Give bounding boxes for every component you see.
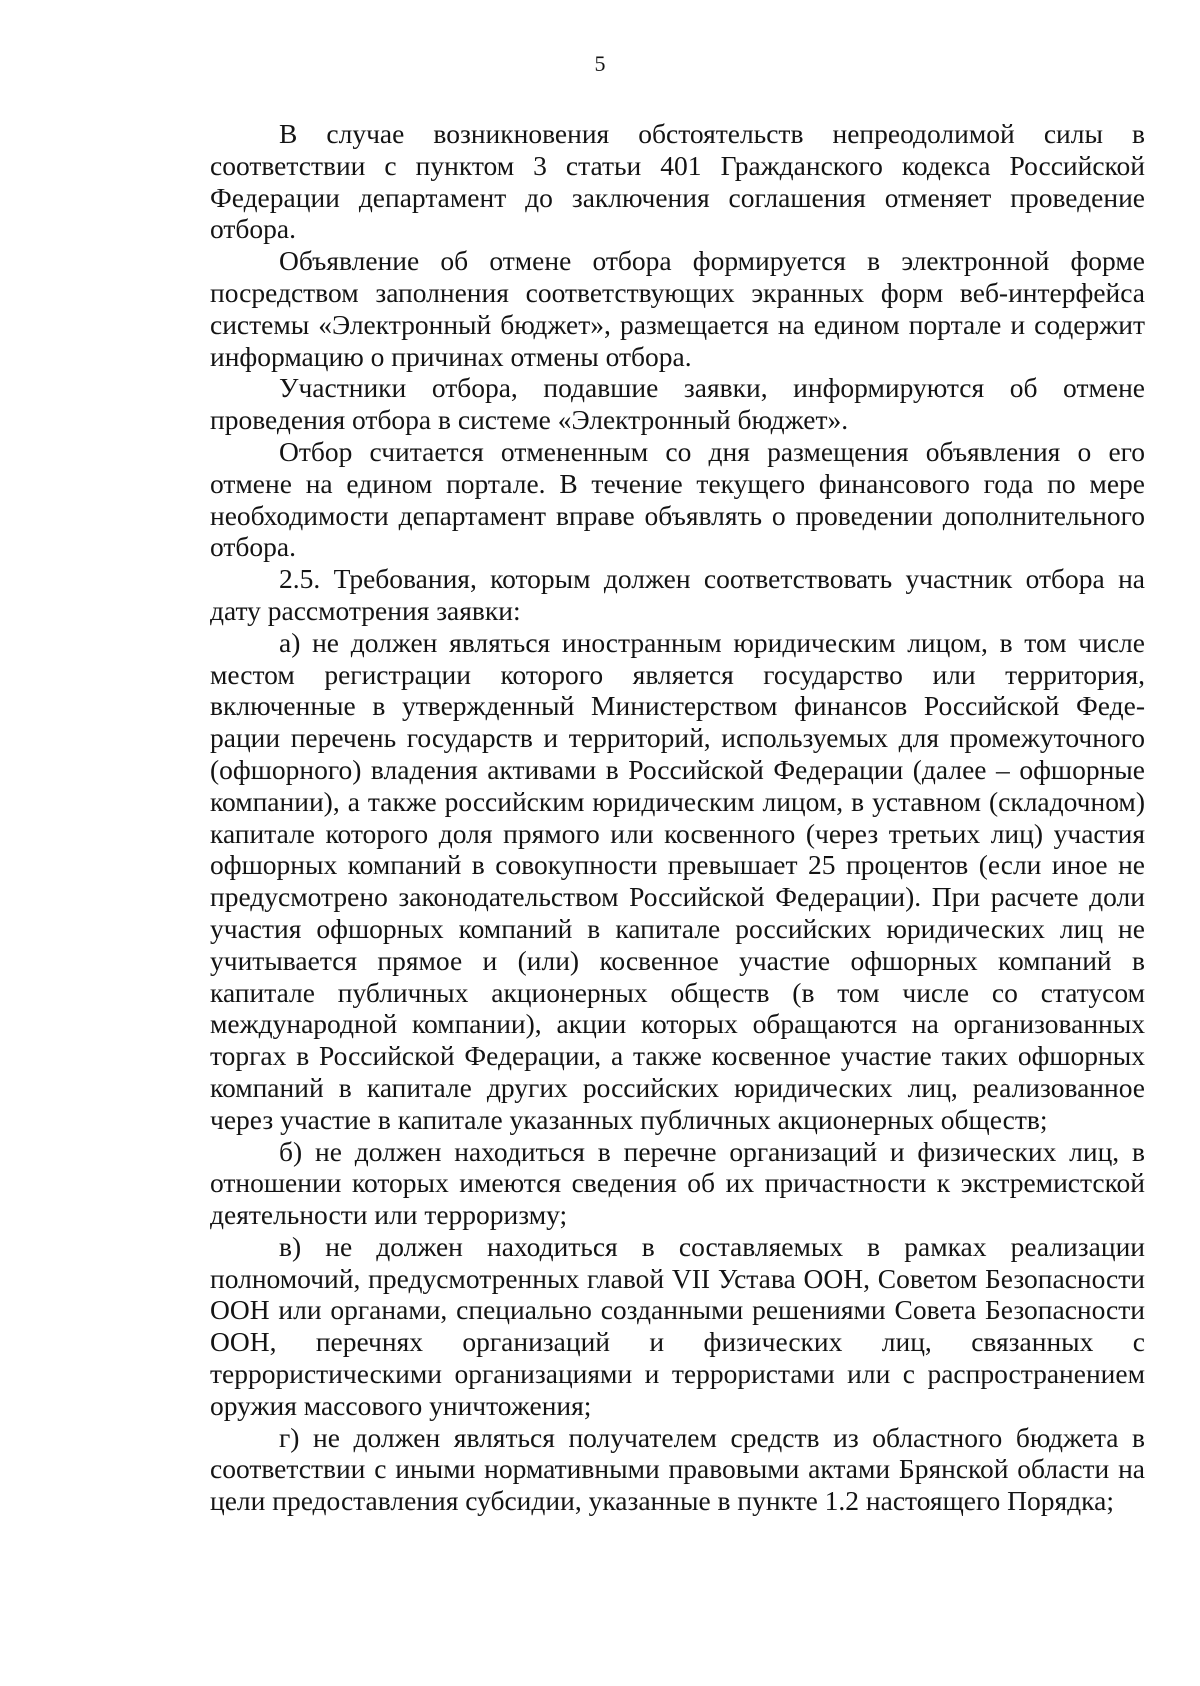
- paragraph-section-2-5: 2.5. Требования, которым должен соответствовать участник отбора на дату рассмотрения заявки:: [210, 563, 1145, 626]
- paragraph-item-g: г) не должен являться получателем средств из областного бюджета в соответствии с иными нормативными правовыми актами Брянской области на цели предоставления субсидии, указанные в пункте 1.2 настоящего Порядка;: [210, 1421, 1145, 1517]
- paragraph-cancellation-notice: Объявление об отмене отбора формируется в электронной форме посредством заполнения соответствующих экранных форм веб-интерфейса системы «Электронный бюджет», размещается на едином портале и содержит информацию о причинах отмены отбора.: [210, 245, 1145, 372]
- paragraph-item-a: а) не должен являться иностранным юридическим лицом, в том числе местом регистрации которого является государство или территория, включенные в утвержденный Министерством финансов Российской Федерации перечень государств и территорий, используемых для промежуточного (офшорного) владения активами в Российской Федерации (далее – офшорные компании), а также российским юридическим лицом, в уставном (складочном) капитале которого доля прямого или косвенного (через третьих лиц) участия офшорных компаний в совокупности превышает 25 процентов (если иное не предусмотрено законодательством Российской Федерации). При расчете доли участия офшорных компаний в капитале российских юридических лиц не учитывается прямое и (или) косвенное участие офшорных компаний в капитале публичных акционерных обществ (в том числе со статусом международной компании), акции которых обращаются на организованных торгах в Российской Федерации, а также косвенное участие таких офшорных компаний в капитале других российских юридических лиц, реализованное через участие в капитале указанных публичных акционерных обществ;: [210, 626, 1145, 1135]
- paragraph-item-b: б) не должен находиться в перечне организаций и физических лиц, в отношении которых имеются сведения об их причастности к экстремистской деятельности или терроризму;: [210, 1135, 1145, 1231]
- paragraph-force-majeure: В случае возникновения обстоятельств непреодолимой силы в соответствии с пунктом 3 статьи 401 Гражданского кодекса Российской Федерации департамент до заключения соглашения отменяет проведение отбора.: [210, 118, 1145, 245]
- page-number: 5: [594, 51, 606, 76]
- paragraph-item-v: в) не должен находиться в составляемых в рамках реализации полномочий, предусмотренных главой VII Устава ООН, Советом Безопасности ООН или органами, специально созданными решениями Совета Безопасности ООН, перечнях организаций и физических лиц, связанных с террористическими организациями и террористами или с распространением оружия массового уничтожения;: [210, 1230, 1145, 1421]
- paragraph-participants-informed: Участники отбора, подавшие заявки, информируются об отмене проведения отбора в системе «Электронный бюджет».: [210, 372, 1145, 436]
- paragraph-selection-cancelled: Отбор считается отмененным со дня размещения объявления о его отмене на едином портале. В течение текущего финансового года по мере необходимости департамент вправе объявлять о проведении дополнительного отбора.: [210, 435, 1145, 563]
- document-body: [210, 118, 1145, 1517]
